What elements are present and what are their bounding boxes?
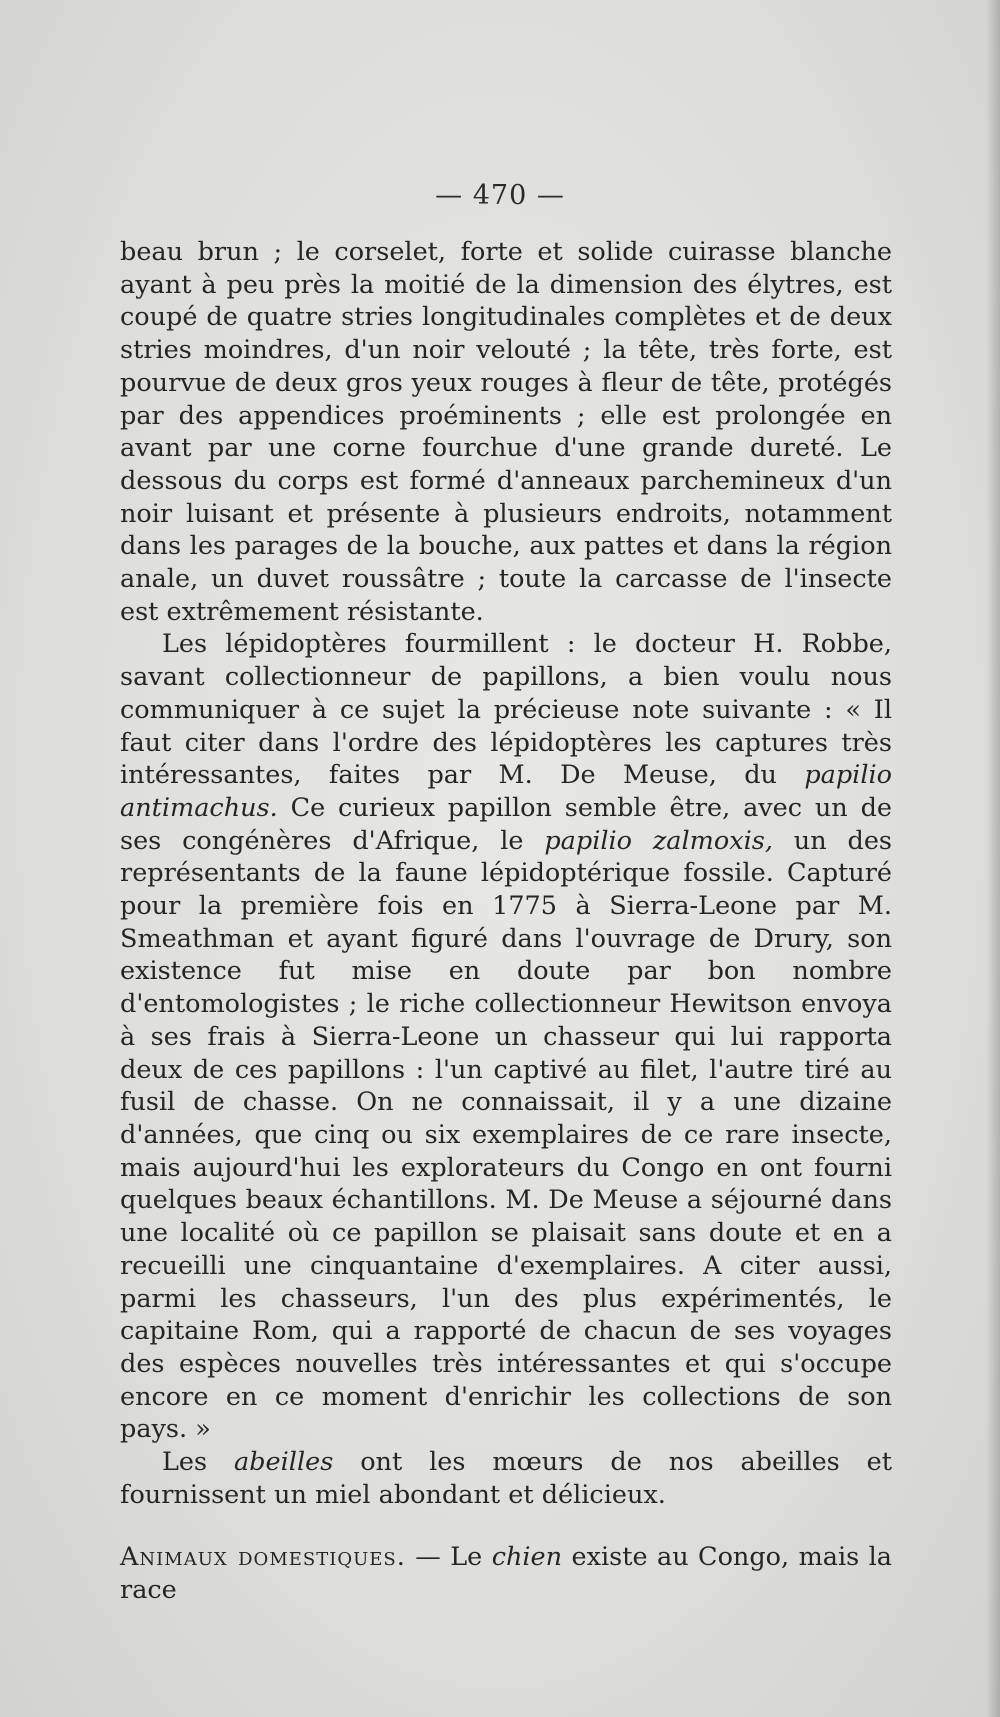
paragraph-bees (120, 1446, 892, 1511)
species-name-antimachus: papilio antimachus. (120, 760, 892, 823)
page-edge-shadow (986, 0, 1000, 1717)
paragraph-domestic-animals (120, 1541, 892, 1606)
text-segment: un des représentants de la faune lépidoptérique fossile. Capturé pour la première fois en 1775 à Sierra-Leone par M. Smeathman et ayant figuré dans l'ouvrage de Drury, son existence fut mise en doute par bon nombre d'entomologistes ; le riche collectionneur Hewitson envoya à ses frais à Sierra-Leone un chasseur qui lui rapporta deux de ces papillons : l'un captivé au filet, l'autre tiré au fusil de chasse. On ne connaissait, il y a une dizaine d'années, que cinq ou six exemplaires de ce rare insecte, mais aujourd'hui les explorateurs du Congo en ont fourni quelques beaux échantillons. M. De Meuse a séjourné dans une localité où ce papillon se plaisait sans doute et en a recueilli une cinquantaine d'exemplaires. A citer aussi, parmi les chasseurs, l'un des plus expérimentés, le capitaine Rom, qui a rapporté de chacun de ses voyages des espèces nouvelles très intéressantes et qui s'occupe encore en ce moment d'enrichir les collections de son pays. » (120, 825, 893, 1445)
section-heading: Animaux domestiques. (120, 1542, 406, 1573)
text-segment: Les lépidoptères fourmillent : le docteur H. Robbe, savant collectionneur de papillons, a bien voulu nous communiquer à ce sujet la précieuse note suivante : « Il faut citer dans l'ordre des lépidoptères les captures très intéressantes, faites par M. De Meuse, du (120, 629, 892, 791)
paragraph-lepidoptera (120, 628, 892, 1446)
term-abeilles: abeilles (234, 1447, 334, 1478)
text-segment: — Le (405, 1542, 492, 1573)
text-segment: ont les mœurs de nos abeilles et fournissent un miel abondant et délicieux. (120, 1447, 892, 1510)
species-name-zalmoxis: papilio zalmoxis, (544, 825, 773, 856)
text-segment: Ce curieux papillon semble être, avec un de ses congénères d'Afrique, le (120, 792, 892, 856)
text-segment: existe au Congo, mais la race (120, 1542, 892, 1606)
body-text (120, 236, 892, 1607)
text-segment: Les (162, 1447, 235, 1478)
page-number: — 470 — (435, 180, 565, 211)
term-chien: chien (491, 1542, 563, 1573)
paragraph-beetle-description: beau brun ; le corselet, forte et solide cuirasse blanche ayant à peu près la moitié de la dimension des élytres, est coupé de quatre stries longitudinales complètes et de deux stries moindres, d'un noir velouté ; la tête, très forte, est pourvue de deux gros yeux rouges à fleur de tête, protégés par des appendices proéminents ; elle est prolongée en avant par une corne fourchue d'une grande dureté. Le dessous du corps est formé d'anneaux parchemineux d'un noir luisant et présente à plusieurs endroits, notamment dans les parages de la bouche, aux pattes et dans la région anale, un duvet roussâtre ; toute la carcasse de l'insecte est extrêmement résistante. (120, 237, 892, 627)
